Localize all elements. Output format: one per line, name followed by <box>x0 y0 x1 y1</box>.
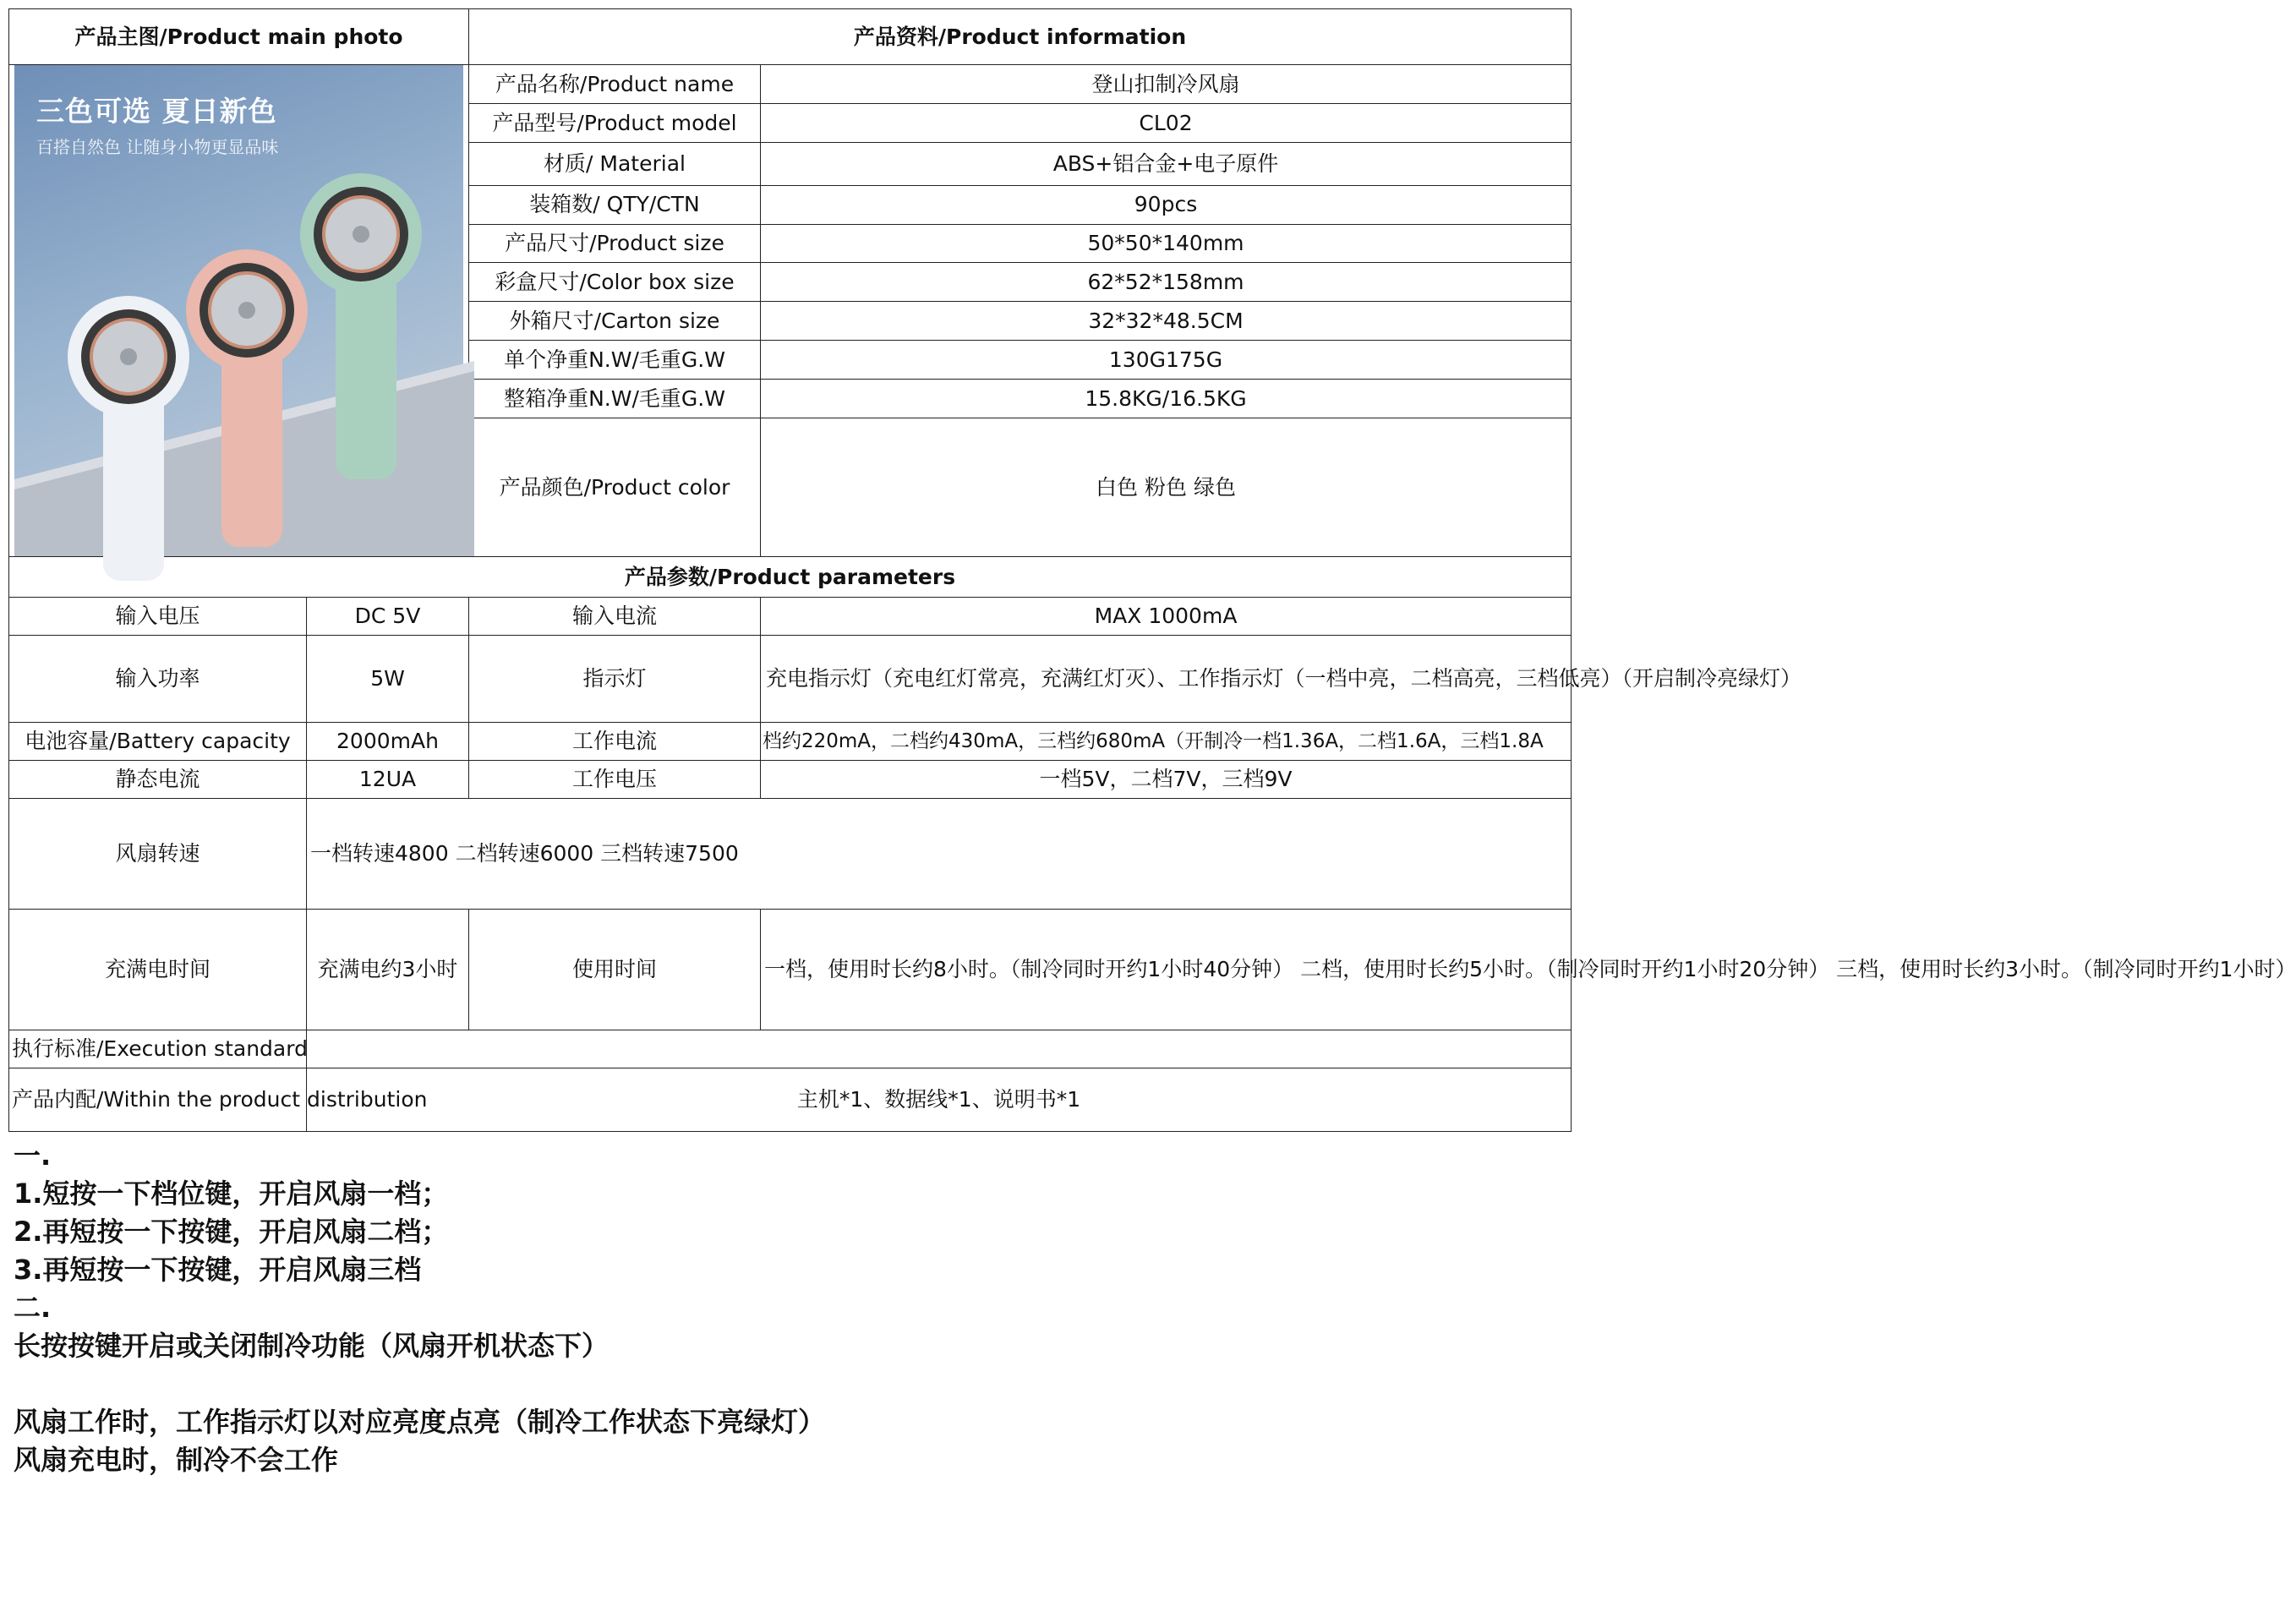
param-label: 充满电时间 <box>9 910 307 1030</box>
info-value: ABS+铝合金+电子原件 <box>761 142 1572 185</box>
note-line: 风扇充电时，制冷不会工作 <box>14 1444 339 1476</box>
info-label: 材质/ Material <box>469 142 761 185</box>
param-value: 5W <box>307 636 469 723</box>
note-line: 一. <box>14 1139 52 1172</box>
param-row <box>9 598 1572 636</box>
photo-subtitle: 百搭自然色 让随身小物更显品味 <box>36 137 279 157</box>
note-line: 风扇工作时，工作指示灯以对应亮度点亮（制冷工作状态下亮绿灯） <box>14 1406 826 1438</box>
info-label: 单个净重N.W/毛重G.W <box>469 341 761 380</box>
param-label: 输入电压 <box>9 598 307 636</box>
note-line: 1.短按一下档位键，开启风扇一档； <box>14 1178 449 1210</box>
info-label: 产品尺寸/Product size <box>469 224 761 263</box>
info-value: 50*50*140mm <box>761 224 1572 263</box>
param-label: 产品内配/Within the product distribution <box>9 1068 307 1132</box>
note-line: 2.再短按一下按键，开启风扇二档； <box>14 1216 449 1248</box>
param-value: 一档转速4800 二档转速6000 三档转速7500 <box>307 799 469 910</box>
param-label: 执行标准/Execution standard <box>9 1030 307 1068</box>
param-row <box>9 723 1572 761</box>
info-label: 外箱尺寸/Carton size <box>469 302 761 341</box>
product-photo-cell <box>9 65 469 557</box>
param-label: 输入电流 <box>469 598 761 636</box>
photo-slogan: 三色可选 夏日新色 <box>36 95 277 128</box>
param-value <box>307 1030 1572 1068</box>
param-label: 工作电流 <box>469 723 761 761</box>
param-value: DC 5V <box>307 598 469 636</box>
note-line <box>14 1365 1569 1403</box>
usage-notes <box>14 1137 1569 1479</box>
param-value: 充电指示灯（充电红灯常亮，充满红灯灭）、工作指示灯（一档中亮，二档高亮，三档低亮）（开启制冷亮绿灯） <box>761 636 1572 723</box>
param-row <box>9 799 1572 910</box>
info-label: 整箱净重N.W/毛重G.W <box>469 379 761 418</box>
param-label: 使用时间 <box>469 910 761 1030</box>
note-line: 长按按键开启或关闭制冷功能（风扇开机状态下） <box>14 1330 610 1362</box>
spec-sheet <box>8 8 2296 1615</box>
info-label: 装箱数/ QTY/CTN <box>469 185 761 224</box>
spec-table <box>8 8 2296 1132</box>
param-label: 指示灯 <box>469 636 761 723</box>
info-value: 15.8KG/16.5KG <box>761 379 1572 418</box>
param-value: 一档，使用时长约8小时。（制冷同时开约1小时40分钟） 二档，使用时长约5小时。（制冷同时开约1小时20分钟） 三档，使用时长约3小时。（制冷同时开约1小时） <box>761 910 1572 1030</box>
param-value: 主机*1、数据线*1、说明书*1 <box>307 1068 1572 1132</box>
param-label: 电池容量/Battery capacity <box>9 723 307 761</box>
note-line: 二. <box>14 1292 52 1324</box>
param-row <box>9 761 1572 799</box>
param-row <box>9 910 1572 1030</box>
info-label: 彩盒尺寸/Color box size <box>469 263 761 302</box>
param-row <box>9 636 1572 723</box>
param-label: 工作电压 <box>469 761 761 799</box>
param-value: MAX 1000mA <box>761 598 1572 636</box>
info-value: CL02 <box>761 103 1572 142</box>
param-row <box>9 1030 1572 1068</box>
info-value: 90pcs <box>761 185 1572 224</box>
info-label: 产品颜色/Product color <box>469 418 761 556</box>
param-value: 档约220mA，二档约430mA，三档约680mA（开制冷一档1.36A，二档1.6A，三档1.8A <box>761 723 1572 761</box>
param-label: 静态电流 <box>9 761 307 799</box>
info-value: 白色 粉色 绿色 <box>761 418 1572 556</box>
param-value: 充满电约3小时 <box>307 910 469 1030</box>
param-value: 12UA <box>307 761 469 799</box>
info-label: 产品型号/Product model <box>469 103 761 142</box>
param-row <box>9 1068 1572 1132</box>
info-row-name <box>9 65 1572 104</box>
info-header: 产品资料/Product information <box>469 9 1572 65</box>
param-value: 2000mAh <box>307 723 469 761</box>
param-label: 风扇转速 <box>9 799 307 910</box>
param-label: 输入功率 <box>9 636 307 723</box>
info-value: 32*32*48.5CM <box>761 302 1572 341</box>
info-value: 62*52*158mm <box>761 263 1572 302</box>
info-label: 产品名称/Product name <box>469 65 761 104</box>
param-value: 一档5V，二档7V，三档9V <box>761 761 1572 799</box>
info-value: 登山扣制冷风扇 <box>761 65 1572 104</box>
note-line: 3.再短按一下按键，开启风扇三档 <box>14 1254 422 1286</box>
photo-header: 产品主图/Product main photo <box>9 9 469 65</box>
params-header: 产品参数/Product parameters <box>9 557 1572 598</box>
product-main-photo <box>14 65 463 556</box>
info-value: 130G175G <box>761 341 1572 380</box>
